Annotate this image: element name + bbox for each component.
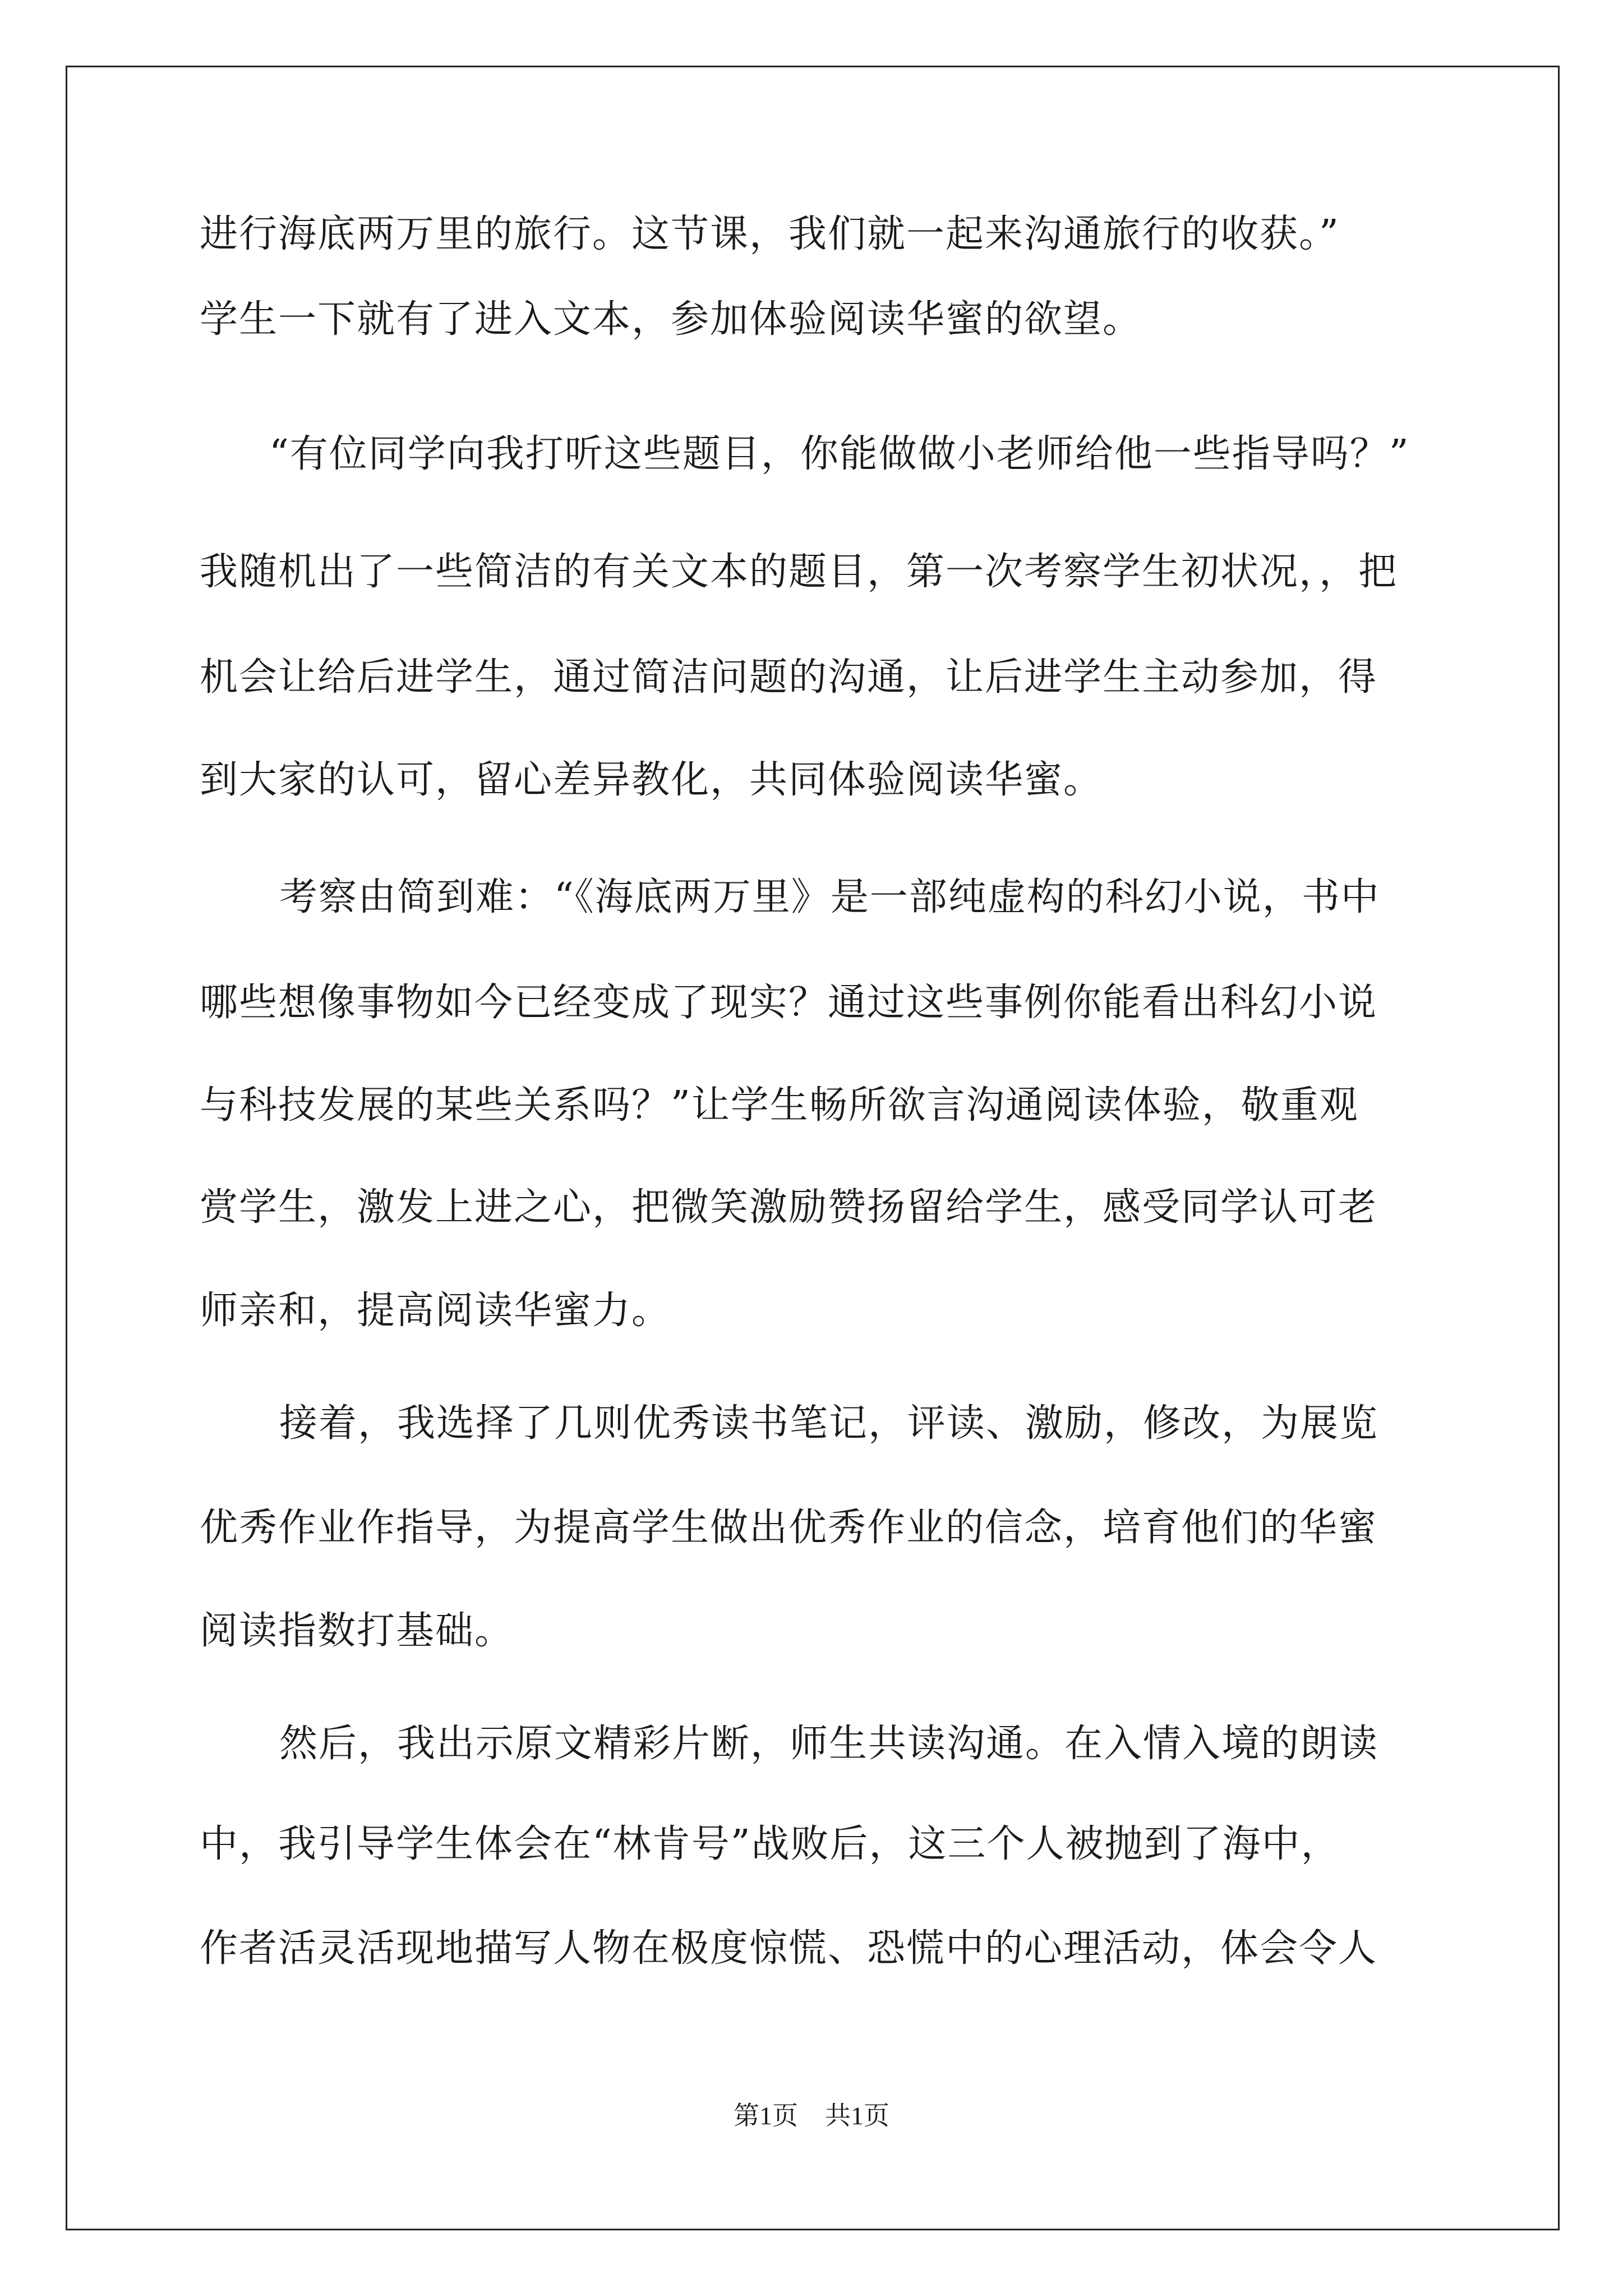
text-line: “有位同学向我打听这些题目，你能做做小老师给他一些指导吗？”	[269, 432, 1410, 476]
page-footer	[0, 2099, 1623, 2133]
page-border	[66, 66, 1560, 2230]
page-total: 共1页	[825, 2101, 889, 2130]
text-line: 然后，我出示原文精彩片断，师生共读沟通。在入情入境的朗读	[279, 1722, 1379, 1766]
page-number: 第1页	[734, 2101, 798, 2130]
text-line: 我随机出了一些简洁的有关文本的题目，第一次考察学生初状况，，把	[200, 550, 1398, 594]
text-line: 与科技发展的某些关系吗？”让学生畅所欲言沟通阅读体验，敬重观	[200, 1083, 1359, 1128]
text-line: 优秀作业作指导，为提高学生做出优秀作业的信念，培育他们的华蜜	[200, 1506, 1378, 1550]
text-line: 到大家的认可，留心差异教化，共同体验阅读华蜜。	[200, 758, 1103, 802]
text-line: 机会让给后进学生，通过简洁问题的沟通，让后进学生主动参加，得	[200, 655, 1378, 700]
text-line: 师亲和，提高阅读华蜜力。	[200, 1289, 671, 1333]
text-line: 考察由简到难：“《海底两万里》是一部纯虚构的科幻小说，书中	[279, 875, 1380, 919]
text-line: 赏学生，激发上进之心，把微笑激励赞扬留给学生，感受同学认可老	[200, 1185, 1378, 1230]
text-line: 阅读指数打基础。	[200, 1609, 514, 1653]
text-line: 进行海底两万里的旅行。这节课，我们就一起来沟通旅行的收获。”	[200, 212, 1340, 256]
text-line: 接着，我选择了几则优秀读书笔记，评读、激励，修改，为展览	[279, 1401, 1379, 1446]
text-line: 作者活灵活现地描写人物在极度惊慌、恐慌中的心理活动，体会令人	[200, 1926, 1378, 1971]
text-line: 中，我引导学生体会在“林肯号”战败后，这三个人被抛到了海中，	[200, 1822, 1340, 1866]
text-line: 学生一下就有了进入文本，参加体验阅读华蜜的欲望。	[200, 297, 1142, 342]
text-line: 哪些想像事物如今已经变成了现实？通过这些事例你能看出科幻小说	[200, 981, 1378, 1025]
